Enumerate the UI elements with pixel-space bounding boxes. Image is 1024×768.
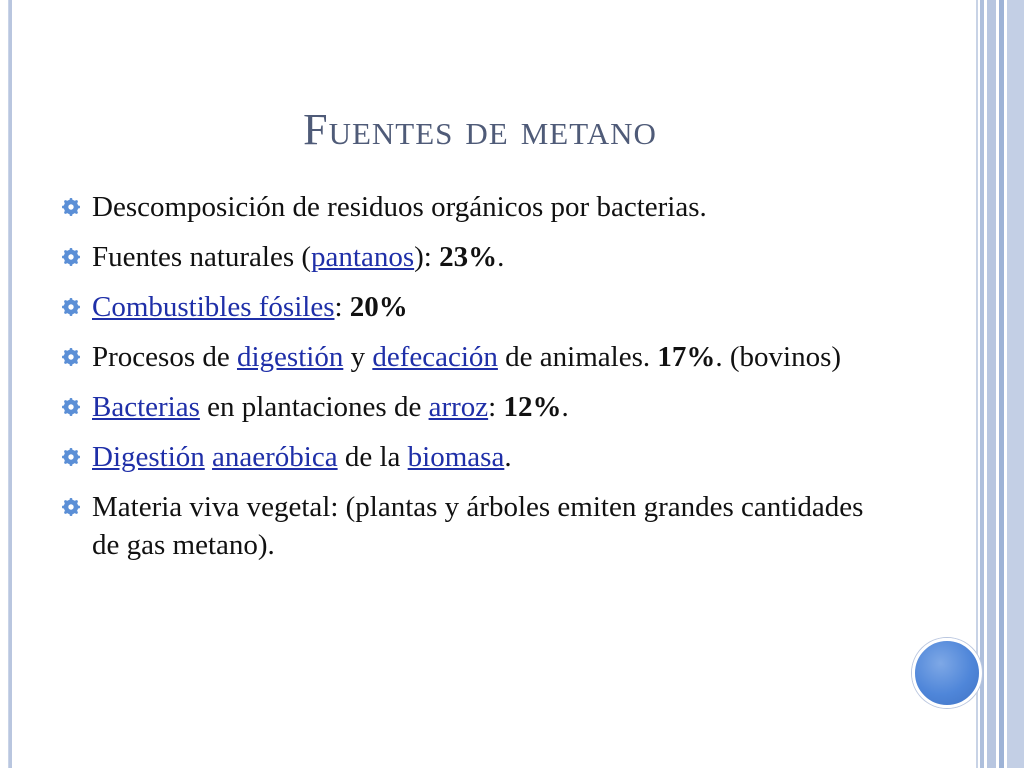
bullet-text: . — [497, 241, 505, 273]
slide-title: Fuentes de metano — [303, 105, 657, 154]
gear-bullet-icon — [62, 348, 80, 366]
gear-bullet-icon — [62, 398, 80, 416]
bullet-item — [62, 188, 882, 226]
right-stripe-decoration — [976, 0, 1024, 768]
bullet-item — [62, 388, 882, 426]
gear-bullet-icon — [62, 298, 80, 316]
percentage-value: 23% — [439, 241, 498, 273]
bullet-link[interactable]: digestión — [236, 341, 344, 373]
bullet-text: y — [343, 341, 373, 373]
bullet-link[interactable]: defecación — [372, 341, 498, 373]
gear-bullet-icon — [62, 448, 80, 466]
bullet-link[interactable]: Bacterias — [92, 391, 200, 423]
bullet-text: de animales. — [497, 341, 658, 373]
bullet-link[interactable]: biomasa — [407, 441, 505, 473]
bullet-text: : — [334, 291, 350, 323]
bullet-item — [62, 438, 882, 476]
bullet-text: en plantaciones de — [199, 391, 429, 423]
bullet-link[interactable]: pantanos — [311, 241, 415, 273]
bullet-item — [62, 288, 882, 326]
gear-bullet-icon — [62, 198, 80, 216]
percentage-value: 12% — [503, 391, 562, 423]
percentage-value: 17% — [657, 341, 716, 373]
bullet-text: Procesos de — [92, 341, 237, 373]
bullet-text: . — [561, 391, 569, 423]
bullet-text: Fuentes naturales ( — [92, 241, 312, 273]
bullet-link[interactable]: arroz — [428, 391, 489, 423]
bullet-text: . (bovinos) — [715, 341, 842, 373]
bullet-text: ): — [414, 241, 440, 273]
bullet-text: : — [488, 391, 504, 423]
bullet-text: Descomposición de residuos orgánicos por bacterias. — [92, 191, 707, 223]
bullet-link[interactable]: Digestión — [92, 441, 205, 473]
bullet-text: Materia viva vegetal: (plantas y árboles emiten grandes cantidades de gas metano). — [92, 491, 864, 561]
bullet-text — [205, 441, 212, 473]
decorative-circle — [912, 638, 982, 708]
bullet-link[interactable]: anaeróbica — [212, 441, 338, 473]
bullet-item — [62, 238, 882, 276]
bullet-text: de la — [337, 441, 408, 473]
bullet-text: . — [504, 441, 512, 473]
bullet-list — [62, 188, 882, 576]
bullet-item — [62, 338, 882, 376]
percentage-value: 20% — [349, 291, 408, 323]
bullet-link[interactable]: Combustibles fósiles — [92, 291, 335, 323]
gear-bullet-icon — [62, 498, 80, 516]
bullet-item — [62, 488, 882, 564]
gear-bullet-icon — [62, 248, 80, 266]
